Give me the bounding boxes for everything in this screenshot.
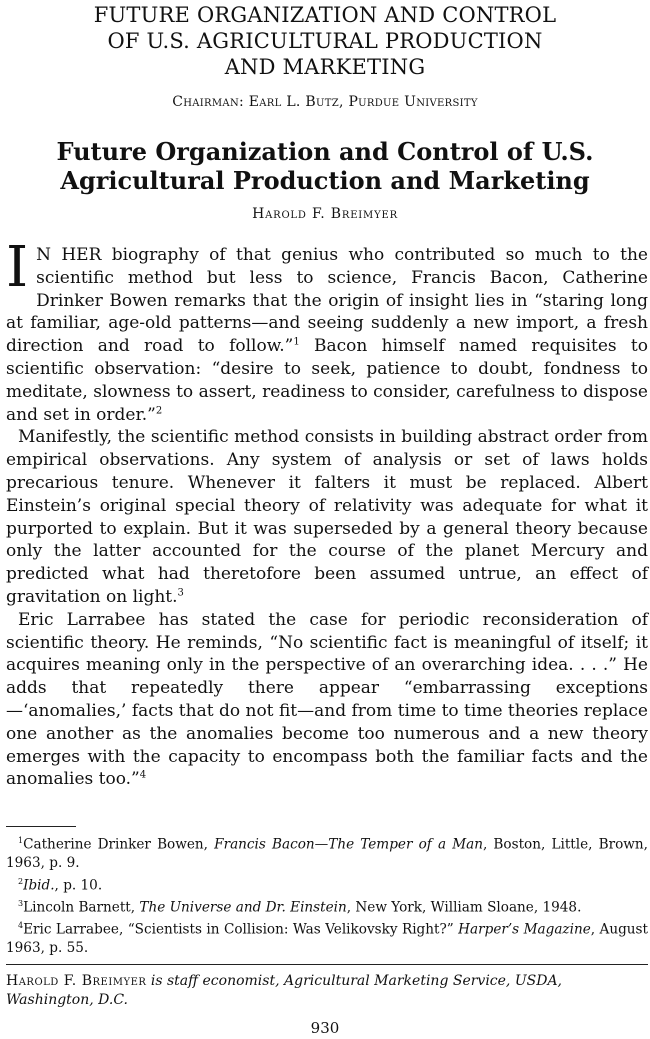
paragraph-1 — [6, 235, 648, 426]
footnote-4-pre: Eric Larrabee, “Scientists in Collision: Was Velikovsky Right?” — [23, 921, 459, 938]
footnote-4 — [6, 917, 648, 958]
article-body — [6, 235, 648, 791]
paragraph-1-text-a: N HER biography of that genius who contributed so much to the scientific method but less to science, Francis Bacon, Catherine Drinker Bowen remarks that the origin of insight lies in “staring long at familiar, age-old patterns—and seeing suddenly a new import, a fresh direction and road to follow.” — [6, 245, 648, 357]
footnote-1-title: Francis Bacon—The Temper of a Man — [214, 836, 483, 853]
paragraph-2 — [6, 426, 648, 608]
footnote-ref-4[interactable]: 4 — [139, 769, 147, 781]
footnote-3-pre: Lincoln Barnett, — [23, 899, 140, 916]
footnote-2-post: , p. 10. — [54, 877, 103, 894]
session-title-line-2: OF U.S. AGRICULTURAL PRODUCTION — [107, 29, 543, 53]
paragraph-3-text: Eric Larrabee has stated the case for periodic reconsideration of scientific theory. He reminds, “No scientific fact is meaningful of itself; it acquires meaning only in the perspective of an overarching idea. . . .” He adds that repeatedly there appear “embarrassing exceptions—‘anomalies,’ facts that do not fit—and from time to time theories replace one another as the anomalies become too numerous and a new theory emerges with the capacity to encompass both the familiar facts and the anomalies too.” — [6, 609, 648, 790]
footnote-2-title: Ibid. — [23, 877, 55, 894]
footnote-3-title: The Universe and Dr. Einstein — [139, 899, 347, 916]
footnote-1 — [6, 832, 648, 873]
footnote-4-title: Harper’s Magazine — [458, 921, 591, 938]
footnote-ref-2[interactable]: 2 — [155, 404, 163, 416]
footnote-1-post: , Boston, Little, Brown, 1963, p. 9. — [6, 836, 648, 872]
footnote-4-post: , August 1963, p. 55. — [6, 921, 648, 957]
session-title — [40, 2, 610, 80]
footnotes — [6, 832, 648, 958]
footnote-1-number: 1 — [18, 836, 24, 845]
paragraph-2-text: Manifestly, the scientific method consists in building abstract order from empirical observations. Any system of analysis or set of laws holds precarious tenure. Whenever it falters it must be replaced. Albert Einstein’s original special theory of relativity was adequate for what it purported to explain. But it was superseded by a general theory because only the latter accounted for the course of the planet Mercury and predicted what had theretofore been assumed untrue, an effect of gravitation on light. — [6, 427, 648, 607]
affiliation-text: is staff economist, Agricultural Marketing Service, USDA, Washington, D.C. — [6, 973, 563, 1008]
session-title-line-3: AND MARKETING — [224, 55, 426, 79]
affiliation-name: Harold F. Breimyer — [6, 973, 147, 989]
footnote-2-number: 2 — [18, 876, 24, 886]
footnote-1-pre: Catherine Drinker Bowen, — [23, 836, 215, 853]
footnote-ref-1[interactable]: 1 — [293, 336, 300, 348]
paper-title-line-1: Future Organization and Control of U.S. — [56, 137, 594, 166]
paper-title-line-2: Agricultural Production and Marketing — [60, 166, 590, 195]
paragraph-3 — [6, 609, 648, 791]
paragraph-1-text-b: Bacon himself named requisites to scientific observation: “desire to seek, patience to doubt, fondness to meditate, slowness to assert, readiness to consider, carefulness to dispose and set in order.” — [6, 336, 648, 425]
footnote-4-number: 4 — [18, 920, 24, 930]
chairman-line: Chairman: Earl L. Butz, Purdue University — [172, 94, 478, 110]
footnote-divider — [6, 826, 76, 827]
footnote-ref-3[interactable]: 3 — [177, 587, 184, 599]
footnote-2 — [6, 873, 648, 895]
author-affiliation — [6, 972, 648, 1009]
page-number: 930 — [310, 1019, 340, 1037]
footnote-3 — [6, 895, 648, 917]
author-byline: Harold F. Breimyer — [252, 206, 398, 222]
affiliation-divider — [6, 964, 648, 965]
footnote-3-post: , New York, William Sloane, 1948. — [346, 899, 582, 916]
footnote-3-number: 3 — [18, 898, 24, 908]
session-title-line-1: FUTURE ORGANIZATION AND CONTROL — [93, 3, 557, 27]
paper-title — [40, 137, 610, 195]
drop-cap: I — [6, 235, 29, 300]
